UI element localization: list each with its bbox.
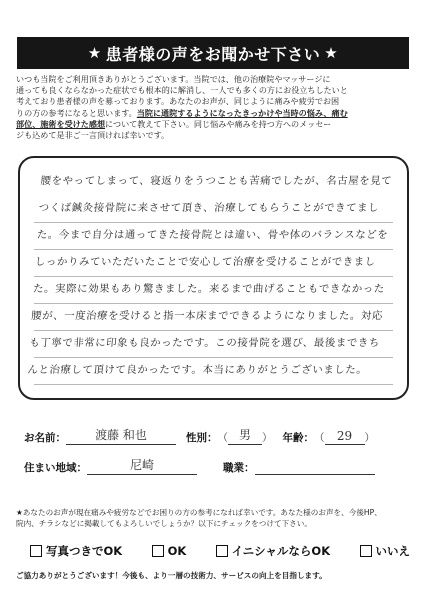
gender-field[interactable]: 男 — [228, 426, 262, 445]
consent-options — [30, 543, 410, 559]
star-icon: ★ — [87, 44, 102, 62]
option-photo-ok[interactable] — [30, 543, 122, 559]
checkbox-icon[interactable] — [360, 545, 372, 557]
comment-box — [18, 156, 409, 400]
name-label: お名前： — [24, 432, 66, 444]
intro-paragraph-2: について教えて下さい。同じ悩みや痛みを持つ方へのメッセー ジも込めて是非ご一言頂ければ幸いです。 — [16, 118, 332, 141]
option-no[interactable] — [360, 543, 411, 559]
checkbox-icon[interactable] — [216, 545, 228, 557]
checkbox-icon[interactable] — [30, 545, 42, 557]
publication-notice: ★あなたのお声が現在痛みや疲労などでお困りの方の参考になれば幸いです。あなた様のお声を、今後HP、 院内、チラシなどに掲載してもよろしいでしょうか？以下にチェックをつけて下さい。 — [16, 508, 382, 528]
option-label: OK — [167, 544, 187, 558]
area-job-row — [24, 456, 385, 475]
option-label: 写真つきでOK — [46, 544, 123, 558]
option-label: イニシャルならOK — [231, 544, 331, 558]
checkbox-icon[interactable] — [152, 545, 164, 557]
intro-emphasis-1: 当院に通院するようになったきっかけや当時の悩み、痛む — [136, 107, 348, 118]
name-gender-age-row: お名前： 渡藤 和也 性別： （ 男 ） 年齢： （ 29 ） — [24, 428, 375, 444]
job-label: 職業： — [223, 462, 255, 474]
handwritten-comment: 腰をやってしまって、寝返りをうつことも苦痛でしたが、名古屋を見てつくば鍼灸接骨院に来させて頂き、治療してもらうことができてました。今まで自分は通ってきた接骨院とは違い、骨や体のバランスなどをしっかりみていただいたことで安心して治療を受けることができました。実際に効果もあり驚きました。来るまで曲げることもできなかった腰が、一度治療を受けると指一本床までできるようになりました。対応も丁寧で非常に印象も良かったです。この接骨院を選び、最後まできちんと治療して頂けて良かったです。本当にありがとうございました。 — [27, 175, 393, 376]
page-title-banner — [17, 37, 409, 69]
option-ok[interactable] — [152, 544, 187, 558]
option-label: いいえ — [375, 544, 410, 558]
intro-emphasis-2: 部位、施術を受けた感想 — [16, 118, 106, 129]
thank-you-footer: ご協力ありがとうございます！今後も、より一層の技術力、サービスの向上を目指します。 — [16, 571, 327, 580]
age-label: 年齢： — [282, 432, 314, 444]
page-title: 患者様の声をお聞かせ下さい — [105, 44, 321, 64]
option-initials-ok[interactable] — [216, 543, 331, 559]
intro-paragraph: いつも当院をご利用頂きありがとうございます。当院では、他の治療院やマッサージに 通っても良くならなかった症状でも根本的に解消し、一人でも多くの方にお役立ちしたいと 考えており患者様の声を募っております。あなたのお声が、同じように痛みや疲労でお困 りの方の参考になると思います。 — [16, 74, 348, 118]
name-field[interactable]: 渡藤 和也 — [66, 426, 176, 445]
gender-label: 性別： — [186, 432, 218, 444]
star-icon: ★ — [324, 44, 339, 62]
intro-text — [16, 74, 412, 141]
area-field[interactable]: 尼崎 — [87, 456, 197, 475]
area-label: 住まい地域： — [24, 462, 87, 474]
age-field[interactable]: 29 — [325, 429, 365, 445]
job-field[interactable] — [255, 473, 375, 475]
